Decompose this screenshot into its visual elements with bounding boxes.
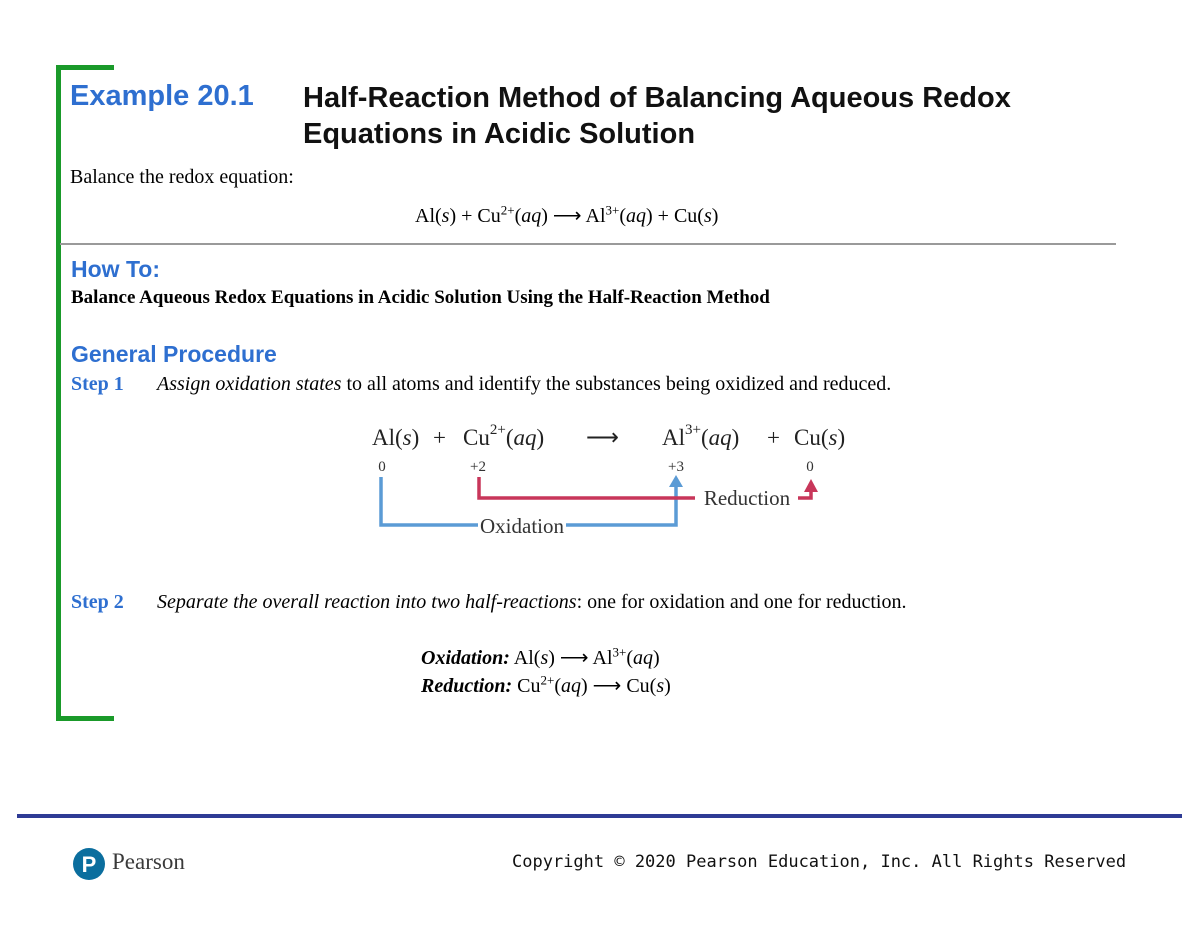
title-line-1: Half-Reaction Method of Balancing Aqueous Redox [303, 82, 1011, 114]
eq-charge: 3+ [605, 202, 620, 218]
half-state: aq [560, 675, 581, 697]
half-state: s [656, 675, 665, 697]
eq-part: ) + Cu [449, 205, 501, 227]
svg-text:P: P [81, 852, 97, 877]
diag-arrow: ⟶ [586, 425, 619, 450]
step1-rest: to all atoms and identify the substances being oxidized and reduced. [341, 373, 892, 395]
main-equation [415, 203, 718, 228]
ox-state-cu2: +2 [470, 459, 486, 475]
step1-label: Step 1 [71, 373, 124, 395]
reduction-half-reaction [421, 673, 671, 698]
eq-state: s [703, 205, 712, 227]
diag-plus-2: + [767, 425, 780, 450]
ox-state-al: 0 [378, 459, 386, 475]
howto-heading: How To: [71, 256, 160, 282]
prompt-text: Balance the redox equation: [70, 166, 294, 188]
eq-part: ) + Cu( [646, 205, 704, 227]
step2-emphasis: Separate the overall reaction into two half-reactions [157, 591, 577, 613]
footer-rule [17, 814, 1182, 818]
eq-state: aq [521, 205, 542, 227]
half-charge: 3+ [612, 644, 627, 660]
howto-subtitle: Balance Aqueous Redox Equations in Acidic Solution Using the Half-Reaction Method [71, 287, 770, 308]
half-part: ) ⟶ Cu( [580, 675, 657, 697]
eq-charge: 2+ [500, 202, 515, 218]
example-number: Example 20.1 [70, 80, 254, 112]
left-bracket-top [56, 65, 114, 70]
step2-rest: : one for oxidation and one for reduction. [576, 591, 907, 613]
diag-reactant-al: Al(s) [372, 425, 420, 450]
oxidation-state-diagram [360, 415, 880, 545]
eq-state: aq [626, 205, 647, 227]
half-label: Oxidation: [421, 647, 510, 669]
diag-product-cu: Cu(s) [794, 425, 846, 450]
half-label: Reduction: [421, 675, 513, 697]
eq-part: Al( [415, 205, 442, 227]
section-divider [60, 243, 1116, 245]
eq-part: ) [711, 205, 719, 227]
diag-reactant-cu: $Cu^{2+}(aq)$ [463, 422, 545, 450]
example-title [303, 80, 1133, 152]
half-state: s [540, 647, 549, 669]
diag-plus-1: + [433, 425, 446, 450]
oxidation-label: Oxidation [480, 514, 564, 538]
half-state: aq [633, 647, 654, 669]
half-part: ( [626, 647, 634, 669]
half-part: ) ⟶ Al [548, 647, 613, 669]
oxidation-half-reaction [421, 645, 660, 670]
eq-part: ( [619, 205, 627, 227]
copyright-notice: Copyright © 2020 Pearson Education, Inc. All Rights Reserved [512, 852, 1127, 872]
half-part: Cu [512, 675, 541, 697]
oxidation-line-right [566, 483, 676, 525]
eq-state: s [441, 205, 450, 227]
eq-part: ) ⟶ Al [541, 205, 606, 227]
reduction-line-left [479, 477, 695, 498]
ox-state-al3: +3 [668, 459, 684, 475]
half-charge: 2+ [540, 672, 555, 688]
reduction-label: Reduction [703, 486, 791, 510]
title-line-2: Equations in Acidic Solution [303, 118, 696, 150]
pearson-logo-icon [72, 846, 106, 882]
step1-emphasis: Assign oxidation states [157, 373, 342, 395]
ox-state-cu0: 0 [806, 459, 814, 475]
step2-label: Step 2 [71, 591, 124, 613]
left-bracket-line [56, 65, 61, 721]
half-part: ) [653, 647, 660, 669]
half-part: Al( [509, 647, 541, 669]
oxidation-line-left [381, 477, 478, 525]
half-part: ) [664, 675, 671, 697]
step1-text [157, 373, 891, 396]
left-bracket-bottom [56, 716, 114, 721]
oxidation-arrowhead [669, 475, 683, 487]
general-procedure-heading: General Procedure [71, 341, 277, 367]
diag-product-al: $Al^{3+}(aq)$ [662, 422, 740, 450]
reduction-arrowhead [804, 479, 818, 492]
pearson-logo-text: Pearson [112, 849, 185, 874]
half-part: ( [554, 675, 561, 697]
step2-text [157, 591, 906, 614]
eq-part: ( [514, 205, 522, 227]
